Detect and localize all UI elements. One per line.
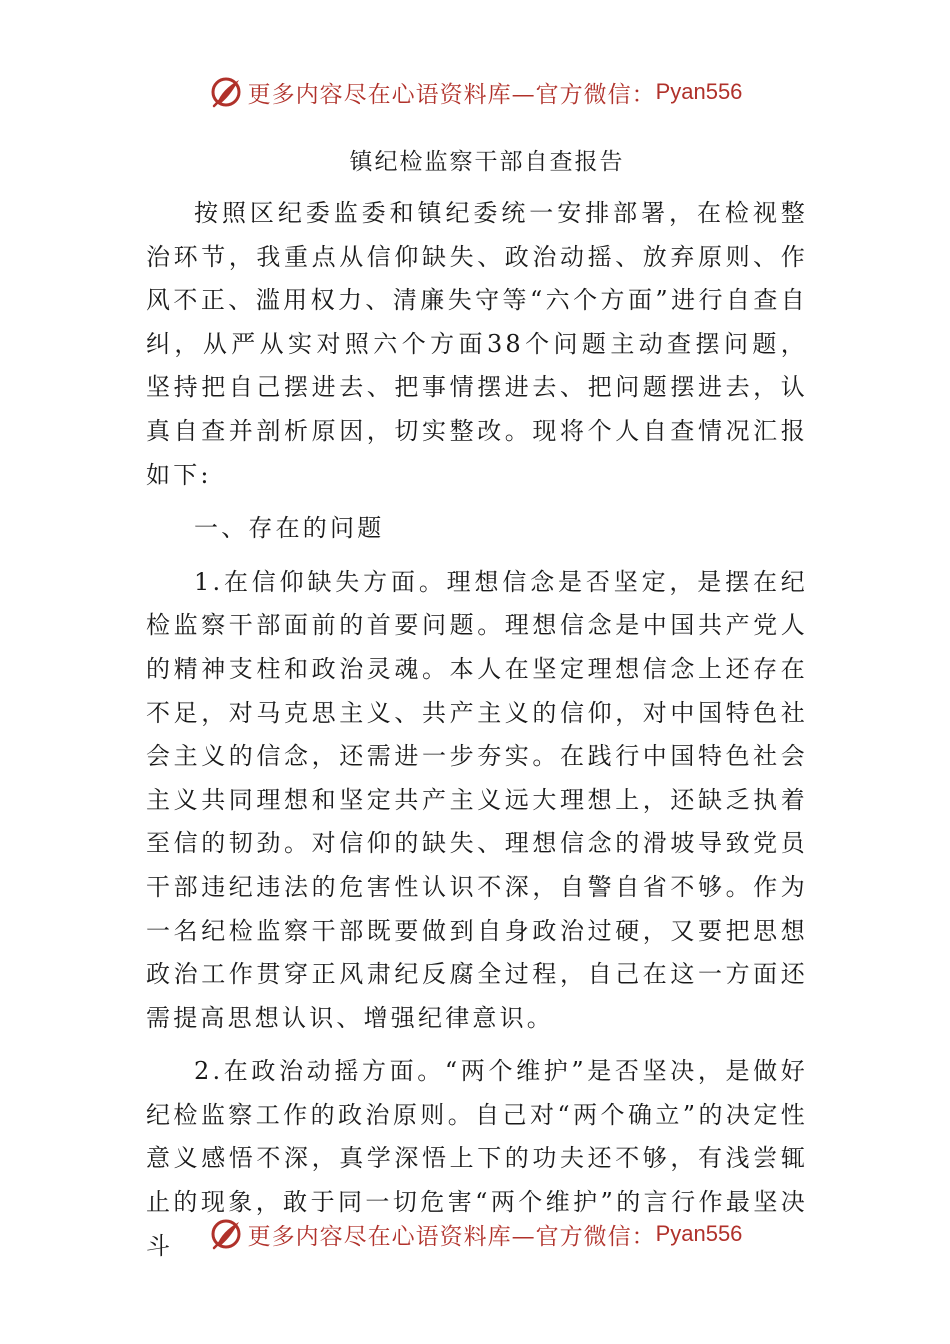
document-body: [146, 140, 808, 1278]
banner-wechat-label: —官方微信：: [511, 81, 656, 108]
banner-text: 更多内容尽在心语资料库: [247, 1223, 512, 1250]
header-banner: [0, 68, 950, 116]
section-heading: 一、存在的问题: [194, 514, 385, 543]
leaf-logo-icon: [208, 74, 244, 110]
paragraph-item-1: 1.在信仰缺失方面。理想信念是否坚定，是摆在纪检监察干部面前的首要问题。理想信念是中国共产党人的精神支柱和政治灵魂。本人在坚定理想信念上还存在不足，对马克思主义、共产主义的信仰，对中国特色社会主义的信念，还需进一步夯实。在践行中国特色社会主义共同理想和坚定共产主义远大理想上，还缺乏执着至信的韧劲。对信仰的缺失、理想信念的滑坡导致党员干部违纪违法的危害性认识不深，自警自省不够。作为一名纪检监察干部既要做到自身政治过硬，又要把思想政治工作贯穿正风肃纪反腐全过程，自己在这一方面还需提高思想认识、增强纪律意识。: [146, 567, 808, 1032]
paragraph-item-2: 2.在政治动摇方面。“两个维护”是否坚决，是做好纪检监察工作的政治原则。自己对“两个确立”的决定性意义感悟不深，真学深悟上下的功夫还不够，有浅尝辄止的现象，敢于同一切危害“两个维护”的言行作最坚决斗: [146, 1057, 808, 1260]
banner-wechat-label: —官方微信：: [511, 1223, 656, 1250]
banner-account: Pyan556: [655, 79, 743, 104]
document-title: 镇纪检监察干部自查报告: [349, 149, 625, 175]
banner-account: Pyan556: [655, 1221, 743, 1246]
banner-text: 更多内容尽在心语资料库: [247, 81, 512, 108]
intro-paragraph: 按照区纪委监委和镇纪委统一安排部署，在检视整治环节，我重点从信仰缺失、政治动摇、放弃原则、作风不正、滥用权力、清廉失守等“六个方面”进行自查自纠，从严从实对照六个方面38个问题主动查摆问题，坚持把自己摆进去、把事情摆进去、把问题摆进去，认真自查并剖析原因，切实整改。现将个人自查情况汇报如下:: [146, 199, 808, 489]
leaf-logo-icon: [208, 1216, 244, 1252]
footer-banner: [0, 1210, 950, 1258]
